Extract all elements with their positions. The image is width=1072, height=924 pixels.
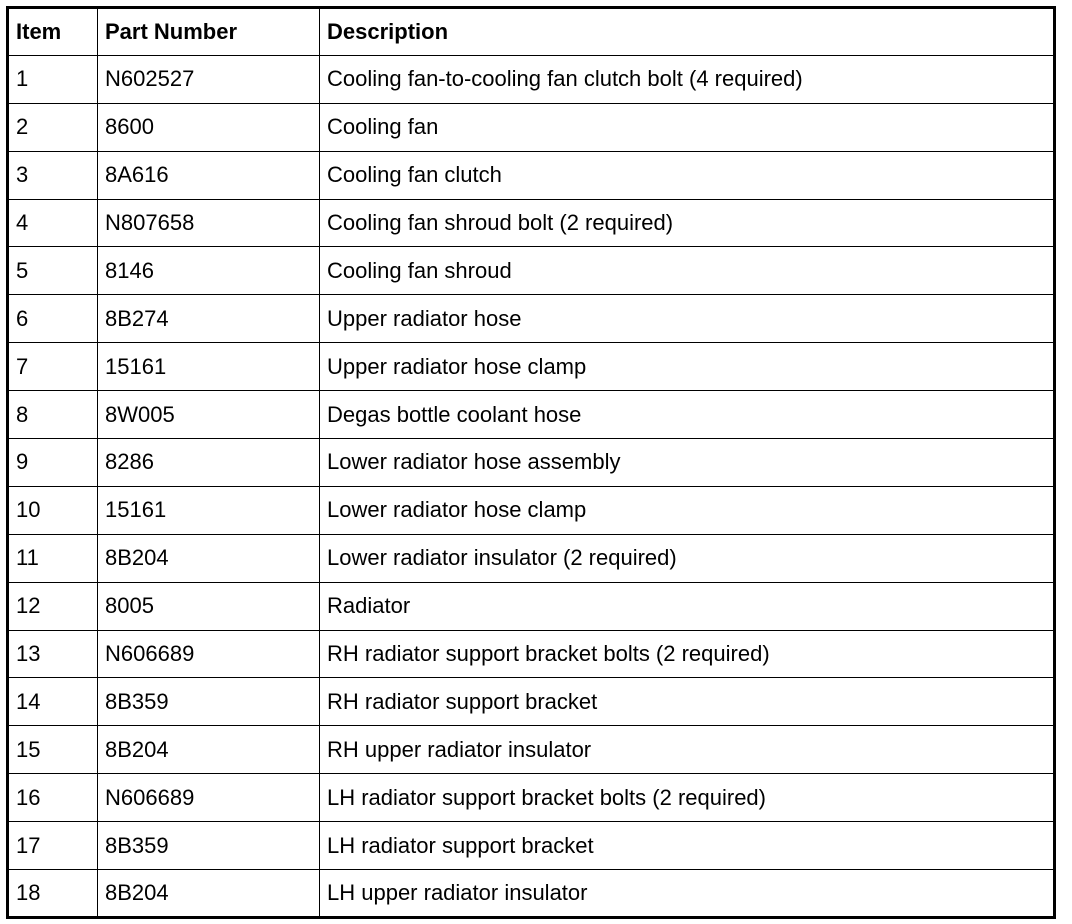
cell-part-number: 8B204 [98,726,320,774]
cell-description: Radiator [320,582,1055,630]
table-row [8,582,1055,630]
cell-item: 11 [8,534,98,582]
cell-part-number: 8286 [98,439,320,487]
table-row [8,486,1055,534]
table-row [8,151,1055,199]
cell-part-number: 8600 [98,103,320,151]
cell-item: 3 [8,151,98,199]
cell-item: 17 [8,822,98,870]
table-row [8,343,1055,391]
cell-item: 18 [8,870,98,918]
cell-item: 13 [8,630,98,678]
table-row [8,678,1055,726]
cell-item: 1 [8,55,98,103]
cell-description: Cooling fan shroud [320,247,1055,295]
cell-item: 15 [8,726,98,774]
cell-description: Lower radiator insulator (2 required) [320,534,1055,582]
cell-item: 4 [8,199,98,247]
cell-description: RH radiator support bracket [320,678,1055,726]
table-row [8,439,1055,487]
cell-part-number: 8B359 [98,822,320,870]
cell-part-number: 8W005 [98,391,320,439]
cell-description: LH upper radiator insulator [320,870,1055,918]
cell-description: RH upper radiator insulator [320,726,1055,774]
table-row [8,774,1055,822]
cell-part-number: 8146 [98,247,320,295]
cell-description: RH radiator support bracket bolts (2 required) [320,630,1055,678]
cell-part-number: 15161 [98,486,320,534]
cell-item: 16 [8,774,98,822]
cell-item: 12 [8,582,98,630]
table-row [8,247,1055,295]
cell-item: 8 [8,391,98,439]
header-description: Description [320,8,1055,56]
table-header-row [8,8,1055,56]
cell-part-number: 8B274 [98,295,320,343]
cell-description: Lower radiator hose clamp [320,486,1055,534]
table-row [8,391,1055,439]
cell-part-number: 8005 [98,582,320,630]
parts-table [6,6,1056,919]
cell-description: Cooling fan clutch [320,151,1055,199]
cell-description: Cooling fan [320,103,1055,151]
cell-part-number: N807658 [98,199,320,247]
cell-item: 7 [8,343,98,391]
table-row [8,726,1055,774]
table-row [8,534,1055,582]
cell-part-number: N606689 [98,630,320,678]
cell-item: 14 [8,678,98,726]
cell-description: LH radiator support bracket [320,822,1055,870]
cell-description: Upper radiator hose [320,295,1055,343]
table-row [8,630,1055,678]
cell-part-number: 8B204 [98,534,320,582]
cell-item: 6 [8,295,98,343]
cell-item: 2 [8,103,98,151]
cell-description: Degas bottle coolant hose [320,391,1055,439]
cell-description: Cooling fan shroud bolt (2 required) [320,199,1055,247]
cell-description: LH radiator support bracket bolts (2 required) [320,774,1055,822]
cell-description: Upper radiator hose clamp [320,343,1055,391]
header-item: Item [8,8,98,56]
table-row [8,103,1055,151]
cell-part-number: 8A616 [98,151,320,199]
cell-part-number: 8B204 [98,870,320,918]
table-row [8,870,1055,918]
cell-part-number: N602527 [98,55,320,103]
cell-item: 9 [8,439,98,487]
cell-part-number: 8B359 [98,678,320,726]
cell-description: Lower radiator hose assembly [320,439,1055,487]
header-part-number: Part Number [98,8,320,56]
cell-description: Cooling fan-to-cooling fan clutch bolt (4 required) [320,55,1055,103]
cell-part-number: N606689 [98,774,320,822]
cell-item: 10 [8,486,98,534]
table-row [8,822,1055,870]
cell-item: 5 [8,247,98,295]
cell-part-number: 15161 [98,343,320,391]
table-row [8,295,1055,343]
table-row [8,199,1055,247]
table-row [8,55,1055,103]
